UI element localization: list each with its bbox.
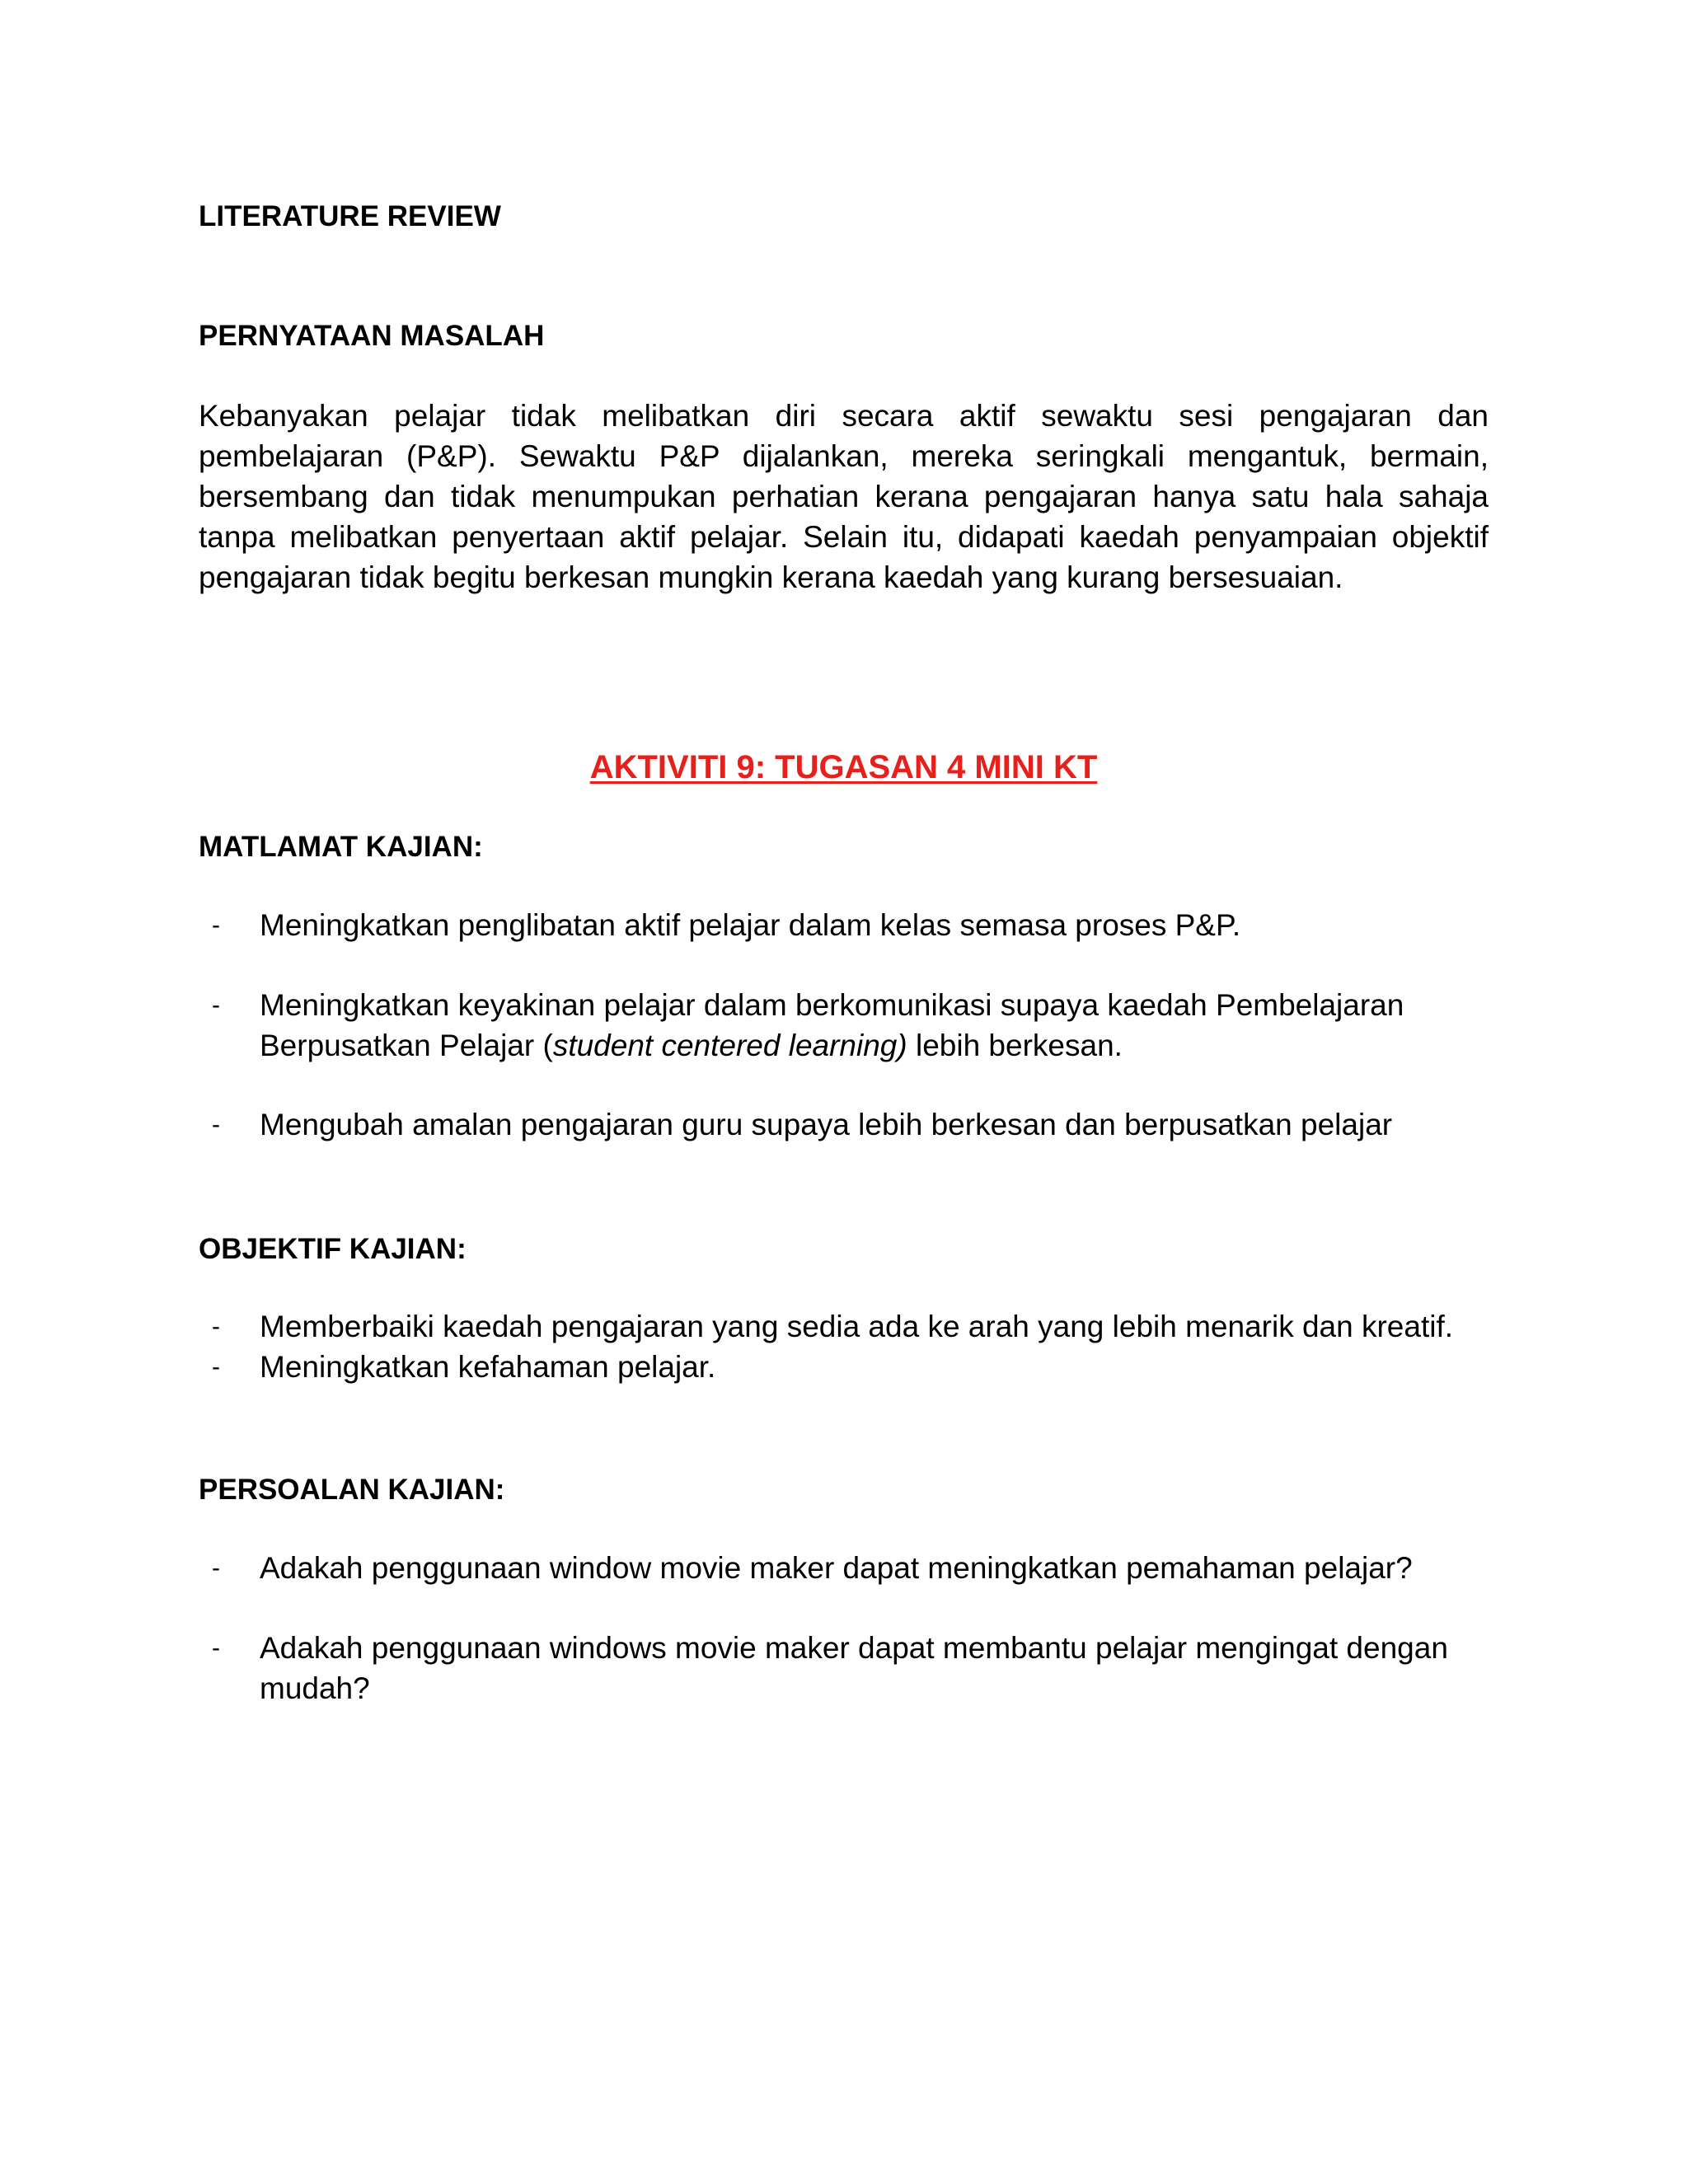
objectives-heading: OBJEKTIF KAJIAN: [199,1233,467,1265]
activity-title: AKTIVITI 9: TUGASAN 4 MINI KT [589,749,1098,785]
goals-list-2 [199,985,1489,1066]
goal-text: Meningkatkan penglibatan aktif pelajar dalam kelas semasa proses P&P. [260,908,1241,942]
objective-text: Memberbaiki kaedah pengajaran yang sedia ada ke arah yang lebih menarik dan kreatif. [260,1310,1454,1343]
questions-list [199,1548,1489,1588]
bullet-dash: - [212,912,220,939]
problem-statement-paragraph: Kebanyakan pelajar tidak melibatkan diri secara aktif sewaktu sesi pengajaran dan pembelajaran (P&P). Sewaktu P&P dijalankan, mereka seringkali mengantuk, bermain, bersembang dan tidak menumpukan perhatian kerana pengajaran hanya satu hala sahaja tanpa melibatkan penyertaan aktif pelajar. Selain itu, didapati kaedah penyampaian objektif pengajaran tidak begitu berkesan mungkin kerana kaedah yang kurang bersesuaian. [199,399,1489,594]
problem-statement-heading: PERNYATAAN MASALAH [199,320,545,352]
bullet-dash: - [212,1554,220,1582]
list-item [199,1347,1489,1387]
list-item [199,905,1489,945]
goals-list-3 [199,1104,1489,1145]
questions-heading: PERSOALAN KAJIAN: [199,1474,505,1506]
bullet-dash: - [212,1313,220,1340]
list-item [199,1306,1489,1347]
objectives-list [199,1306,1489,1387]
goal-text-italic: student centered learning) [552,1029,907,1062]
question-text: Adakah penggunaan window movie maker dapat meningkatkan pemahaman pelajar? [260,1551,1413,1585]
goal-text-part2: lebih berkesan. [907,1029,1123,1062]
goal-text-part1: Meningkatkan keyakinan pelajar dalam berkomunikasi supaya kaedah Pembelajaran Berpusatkan Pelajar ( [260,988,1404,1062]
bullet-dash: - [212,1353,220,1380]
goals-list [199,905,1489,945]
bullet-dash: - [212,1634,220,1661]
questions-list-2 [199,1628,1489,1708]
bullet-dash: - [212,1111,220,1138]
goals-heading: MATLAMAT KAJIAN: [199,831,483,863]
list-item [199,1548,1489,1588]
list-item [199,1104,1489,1145]
bullet-dash: - [212,991,220,1019]
list-item [199,1628,1489,1708]
objective-text: Meningkatkan kefahaman pelajar. [260,1350,716,1384]
goal-text: Mengubah amalan pengajaran guru supaya lebih berkesan dan berpusatkan pelajar [260,1108,1393,1141]
list-item [199,985,1489,1066]
question-text: Adakah penggunaan windows movie maker dapat membantu pelajar mengingat dengan mudah? [260,1631,1448,1705]
literature-review-heading: LITERATURE REVIEW [199,200,501,232]
